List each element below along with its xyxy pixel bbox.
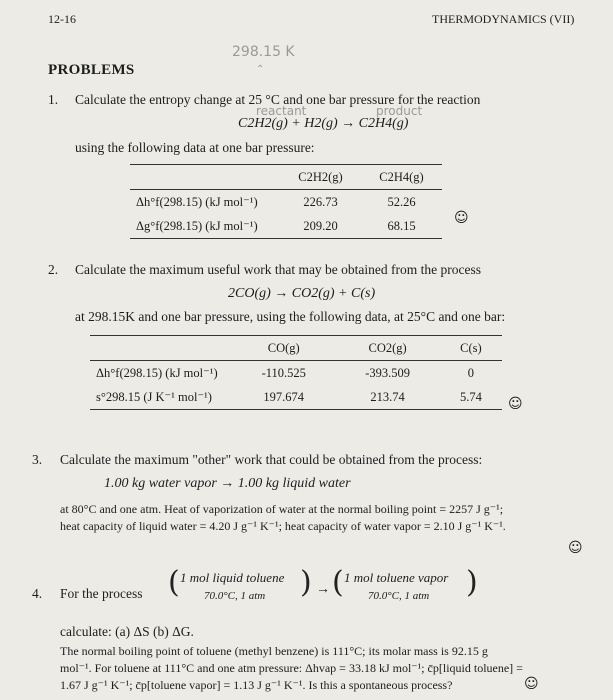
- table-cell: -393.509: [365, 365, 410, 380]
- open-paren: (: [332, 565, 344, 600]
- problem-4-line-3: 1.67 J g⁻¹ K⁻¹; c̄p[toluene vapor] = 1.13 J g⁻¹ K⁻¹. Is this a spontaneous process?: [60, 678, 453, 692]
- problem-2-equation: 2CO(g) → CO2(g) + C(s): [228, 286, 376, 301]
- smiley-icon: ☺: [508, 396, 523, 412]
- table-cell: 52.26: [387, 194, 416, 209]
- table-cell: 226.73: [303, 194, 338, 209]
- problem-3-text: Calculate the maximum "other" work that could be obtained from the process:: [60, 452, 483, 467]
- problem-3-number: 3.: [32, 452, 43, 467]
- problem-4-lead: For the process: [60, 586, 143, 601]
- smiley-icon: ☺: [524, 676, 539, 692]
- open-paren: (: [168, 565, 180, 600]
- problem-1-text: Calculate the entropy change at 25 °C and one bar pressure for the reaction: [75, 92, 481, 107]
- table-header: C(s): [440, 336, 502, 361]
- right-state-top: 1 mol toluene vapor: [344, 570, 449, 585]
- problem-1-data-table: [130, 164, 442, 239]
- problem-1-intro: using the following data at one bar pressure:: [75, 140, 315, 155]
- problem-2-data-table: [90, 335, 502, 410]
- table-cell: 213.74: [335, 385, 439, 410]
- left-state-bottom: 70.0°C, 1 atm: [204, 590, 266, 602]
- table-cell: 5.74: [440, 385, 502, 410]
- table-cell: -110.525: [261, 365, 306, 380]
- problem-4-line-1: The normal boiling point of toluene (methyl benzene) is 111°C; its molar mass is 92.15 g: [60, 644, 488, 658]
- right-state-bottom: 70.0°C, 1 atm: [368, 590, 430, 602]
- table-header: C2H4(g): [361, 165, 442, 190]
- close-paren: ): [466, 565, 478, 600]
- table-cell: 209.20: [280, 214, 361, 239]
- page-number: 12-16: [48, 12, 76, 26]
- table-header: C2H2(g): [280, 165, 361, 190]
- problem-3-line-1: at 80°C and one atm. Heat of vaporization of water at the normal boiling point = 2257 J g⁻¹;: [60, 502, 504, 516]
- problem-2-text: Calculate the maximum useful work that may be obtained from the process: [75, 262, 482, 277]
- problem-4-line-2: mol⁻¹. For toluene at 111°C and one atm pressure: Δhvap = 33.18 kJ mol⁻¹; c̄p[liquid toluene] =: [60, 661, 523, 675]
- handwritten-temperature: 298.15 K: [232, 44, 295, 60]
- problem-4-calculate: calculate: (a) ΔS (b) ΔG.: [60, 624, 194, 639]
- section-header: THERMODYNAMICS (VII): [432, 12, 575, 26]
- pencil-mark: ⌃: [256, 64, 265, 75]
- table-cell: 0: [467, 365, 474, 380]
- section-title: PROBLEMS: [48, 62, 135, 78]
- problem-3-line-2: heat capacity of liquid water = 4.20 J g⁻¹ K⁻¹; heat capacity of water vapor = 2.10 J g⁻¹ K⁻¹.: [60, 519, 506, 533]
- problem-3-equation: 1.00 kg water vapor → 1.00 kg liquid water: [104, 476, 351, 491]
- smiley-icon: ☺: [568, 540, 583, 556]
- problem-2-number: 2.: [48, 262, 59, 277]
- table-cell: 68.15: [361, 214, 442, 239]
- problem-2-intro: at 298.15K and one bar pressure, using the following data, at 25°C and one bar:: [75, 309, 506, 324]
- problem-4-number: 4.: [32, 586, 43, 601]
- row-label: Δg°f(298.15) (kJ mol⁻¹): [130, 214, 280, 239]
- handwritten-product: product: [376, 104, 423, 118]
- problem-1-number: 1.: [48, 92, 59, 107]
- left-state-top: 1 mol liquid toluene: [180, 570, 285, 585]
- problem-1-equation: C2H2(g) + H2(g) → C2H4(g): [238, 116, 409, 131]
- handwritten-reactant: reactant: [256, 104, 307, 118]
- table-header: CO2(g): [335, 336, 439, 361]
- table-cell: 197.674: [232, 385, 335, 410]
- close-paren: ): [300, 565, 312, 600]
- row-label: Δh°f(298.15) (kJ mol⁻¹): [96, 366, 218, 380]
- arrow-icon: →: [316, 582, 330, 597]
- row-label: s°298.15 (J K⁻¹ mol⁻¹): [90, 385, 232, 410]
- smiley-icon: ☺: [454, 210, 469, 226]
- table-header: CO(g): [232, 336, 335, 361]
- row-label: Δh°f(298.15) (kJ mol⁻¹): [136, 195, 258, 209]
